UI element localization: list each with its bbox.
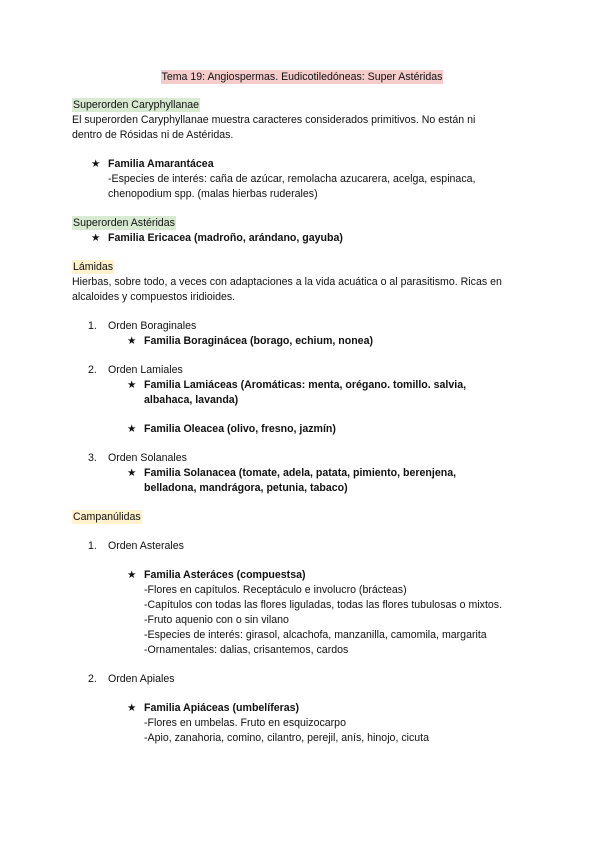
caryophyllanae-heading: Superorden Caryphyllanae [73,99,200,111]
asteraces-block [72,568,532,658]
campanulidas-heading: Campanúlidas [73,511,141,523]
order-asterales: 1. Orden Asterales [88,540,184,552]
amarantacea-desc-2: chenopodium spp. (malas hierbas ruderales) [108,188,318,200]
boraginacea-block [72,334,532,349]
apiaceas-block [72,701,532,746]
oleacea-family: Familia Oleacea (olivo, fresno, jazmín) [144,423,336,435]
order-lamiales: 2. Orden Lamiales [88,364,183,376]
star-bullet-icon: ★ [127,379,137,391]
lamiaceas-block [72,378,532,408]
apiaceas-line-2: -Apio, zanahoria, comino, cilantro, perejil, anís, hinojo, cicuta [144,732,430,744]
asteraces-line-1: -Flores en capítulos. Receptáculo e involucro (brácteas) [144,584,407,596]
apiaceas-line-1: -Flores en umbelas. Fruto en esquizocarpo [144,717,346,729]
amarantacea-block [72,157,532,202]
amarantacea-family: Familia Amarantácea [108,158,214,170]
asteraces-line-3: -Fruto aquenio con o sin vilano [144,614,289,626]
lamidas-text-2: alcaloides y compuestos iridioides. [72,291,236,303]
caryophyllanae-text-2: dentro de Rósidas ni de Astéridas. [72,129,234,141]
ericacea-family: Familia Ericacea (madroño, arándano, gayuba) [108,232,343,244]
asteraces-line-4: -Especies de interés: girasol, alcachofa, manzanilla, camomila, margarita [144,629,487,641]
ericacea-block [72,231,532,246]
document-page [72,70,532,746]
solanacea-family-1: Familia Solanacea (tomate, adela, patata, pimiento, berenjena, [144,467,457,479]
star-bullet-icon: ★ [91,158,101,170]
star-bullet-icon: ★ [91,232,101,244]
order-apiales: 2. Orden Apiales [88,673,175,685]
boraginacea-family: Familia Boraginácea (borago, echium, nonea) [144,335,373,347]
asteridas-heading: Superorden Astéridas [73,217,175,229]
lamidas-text-1: Hierbas, sobre todo, a veces con adaptaciones a la vida acuática o al parasitismo. Ricas en [72,276,502,288]
solanacea-family-2: belladona, mandrágora, petunia, tabaco) [144,482,348,494]
oleacea-block [72,422,532,437]
star-bullet-icon: ★ [127,702,137,714]
page-title [72,70,532,85]
asteraces-line-2: -Capítulos con todas las flores liguladas, todas las flores tubulosas o mixtos. [144,599,503,611]
apiaceas-family: Familia Apiáceas (umbelíferas) [144,702,300,714]
star-bullet-icon: ★ [127,467,137,479]
lamiaceas-family-1: Familia Lamiáceas (Aromáticas: menta, orégano. tomillo. salvia, [144,379,467,391]
solanacea-block [72,466,532,496]
lamiaceas-family-2: albahaca, lavanda) [144,394,239,406]
title-text: Tema 19: Angiospermas. Eudicotiledóneas: Super Astéridas [161,71,443,83]
caryophyllanae-text-1: El superorden Caryphyllanae muestra caracteres considerados primitivos. No están ni [72,114,476,126]
asteraces-line-5: -Ornamentales: dalias, crisantemos, cardos [144,644,349,656]
star-bullet-icon: ★ [127,569,137,581]
order-solanales: 3. Orden Solanales [88,452,187,464]
star-bullet-icon: ★ [127,423,137,435]
lamidas-heading: Lámidas [73,261,114,273]
asteraces-family: Familia Asteráces (compuestsa) [144,569,306,581]
amarantacea-desc-1: -Especies de interés: caña de azúcar, remolacha azucarera, acelga, espinaca, [108,173,476,185]
order-boraginales: 1. Orden Boraginales [88,320,197,332]
star-bullet-icon: ★ [127,335,137,347]
